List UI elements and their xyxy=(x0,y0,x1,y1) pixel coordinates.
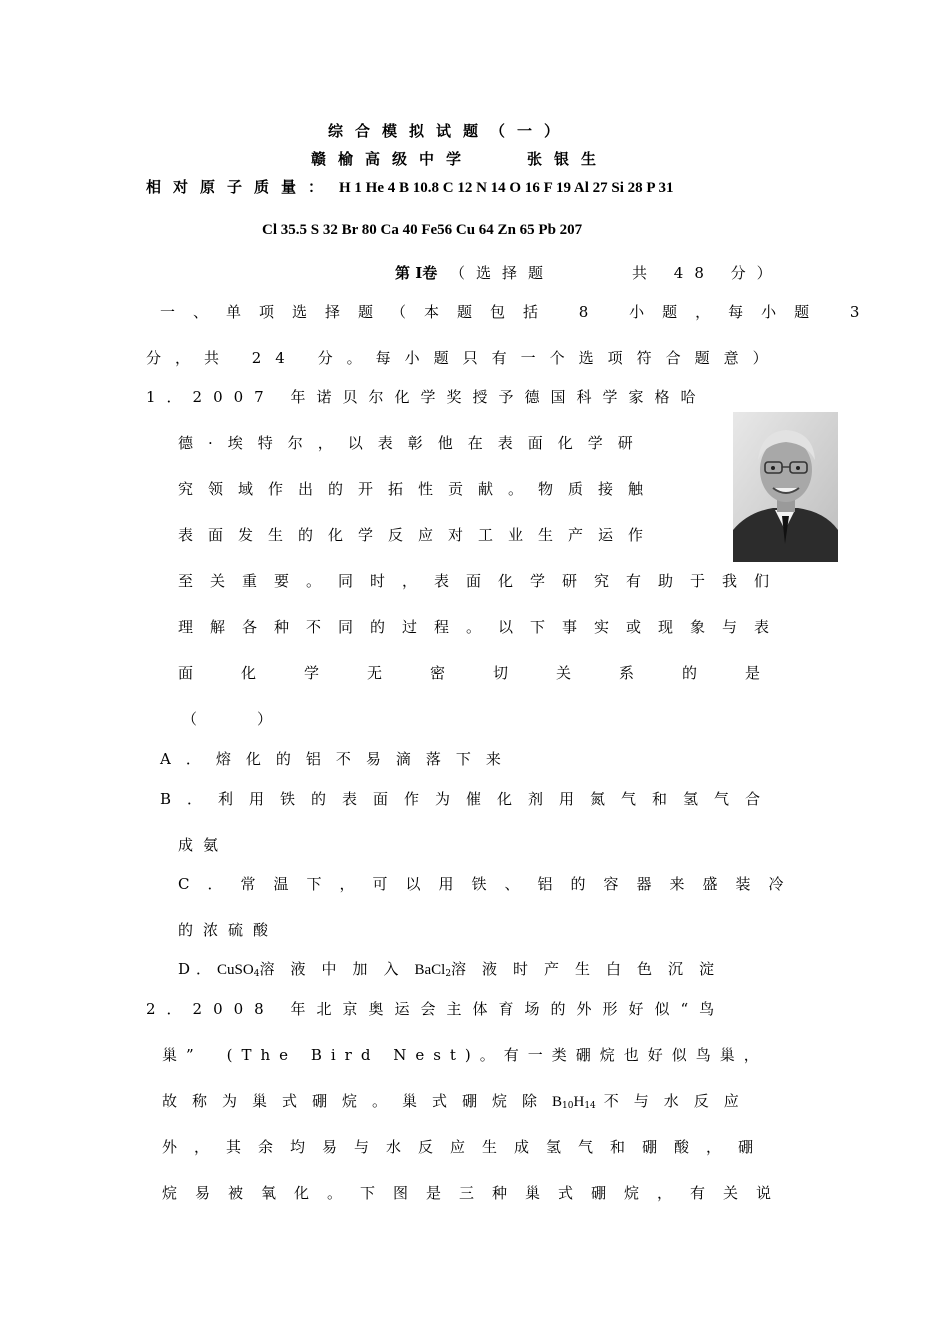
q2-line-4: 外，其余均易与水反应生成氢气和硼酸，硼 xyxy=(162,1138,771,1156)
q1-option-d-sub2: 2 xyxy=(445,969,452,979)
q1-line-6: 理解各种不同的过程。以下事实或现象与表 xyxy=(178,618,787,636)
q1-option-d-formula1: CuSO xyxy=(217,962,254,978)
q2-line-2: 巢” (The Bird Nest)。有一类硼烷也好似鸟巢， xyxy=(162,1046,768,1064)
q1-answer-bracket: （ ） xyxy=(182,710,273,728)
portrait-photo-icon xyxy=(733,412,838,562)
q2-line-3-c: H xyxy=(573,1094,585,1110)
q1-option-d-formula2: BaCl xyxy=(414,962,446,978)
atomic-mass-row2: Cl 35.5 S 32 Br 80 Ca 40 Fe56 Cu 64 Zn 65 Pb 207 xyxy=(262,222,583,238)
q1-line-1: 1．2007 年诺贝尔化学奖授予德国科学家格哈 xyxy=(146,388,707,406)
q2-line-3-sub1: 10 xyxy=(562,1101,574,1111)
instructions-line-1: 一、单项选择题（本题包括 8 小题，每小题 3 xyxy=(160,303,878,321)
section-heading xyxy=(395,262,783,283)
q2-line-1: 2．2008 年北京奥运会主体育场的外形好似“鸟 xyxy=(146,1000,726,1018)
q1-option-d-prefix: D． xyxy=(178,960,218,978)
q1-option-b-line1: B．利用铁的表面作为催化剂用氮气和氢气合 xyxy=(160,790,777,808)
atomic-mass-values1: H 1 He 4 B 10.8 C 12 N 14 O 16 F 19 Al 27 Si 28 P 31 xyxy=(339,180,674,196)
q1-option-c-line2: 的浓硫酸 xyxy=(178,921,279,939)
section-heading-rest: （选择题 共 48 分） xyxy=(450,264,783,282)
q2-line-3-sub2: 14 xyxy=(584,1101,596,1111)
q1-line-3: 究领域作出的开拓性贡献。物质接触 xyxy=(178,480,659,498)
q1-option-b-line2: 成氨 xyxy=(178,836,229,854)
q1-option-d-end: 溶液时产生白色沉淀 xyxy=(451,960,731,978)
page-title: 综合模拟试题（一） xyxy=(328,122,572,140)
q2-line-3-d: 不与水反应 xyxy=(603,1092,754,1110)
q2-line-3 xyxy=(162,1090,754,1111)
q1-line-2: 德·埃特尔，以表彰他在表面化学研 xyxy=(178,434,648,452)
q2-line-3-b: B xyxy=(552,1094,563,1110)
q1-option-d-sub1: 4 xyxy=(253,969,260,979)
instructions-line-2: 分，共 24 分。每小题只有一个选项符合题意） xyxy=(146,349,782,367)
q1-line-7: 面化学无密切关系的是 xyxy=(178,664,809,682)
section-heading-bold: 第 Ⅰ卷 xyxy=(395,264,438,282)
q1-option-c-line1: C．常温下，可以用铁、铝的容器来盛装冷 xyxy=(178,875,802,893)
q2-line-3-a: 故称为巢式硼烷。巢式硼烷除 xyxy=(162,1092,553,1110)
q2-line-5: 烷易被氧化。下图是三种巢式硼烷，有关说 xyxy=(162,1184,790,1202)
atomic-mass-label: 相对原子质量： xyxy=(146,178,336,196)
q1-option-d-mid: 溶液中加入 xyxy=(259,960,415,978)
q1-line-5: 至关重要。同时，表面化学研究有助于我们 xyxy=(178,572,787,590)
atomic-mass-row1 xyxy=(146,176,673,197)
q1-line-4: 表面发生的化学反应对工业生产运作 xyxy=(178,526,659,544)
q1-option-a: A．熔化的铝不易滴落下来 xyxy=(160,750,516,768)
q1-option-d xyxy=(178,958,730,979)
author-line: 赣榆高级中学 张银生 xyxy=(311,150,609,168)
